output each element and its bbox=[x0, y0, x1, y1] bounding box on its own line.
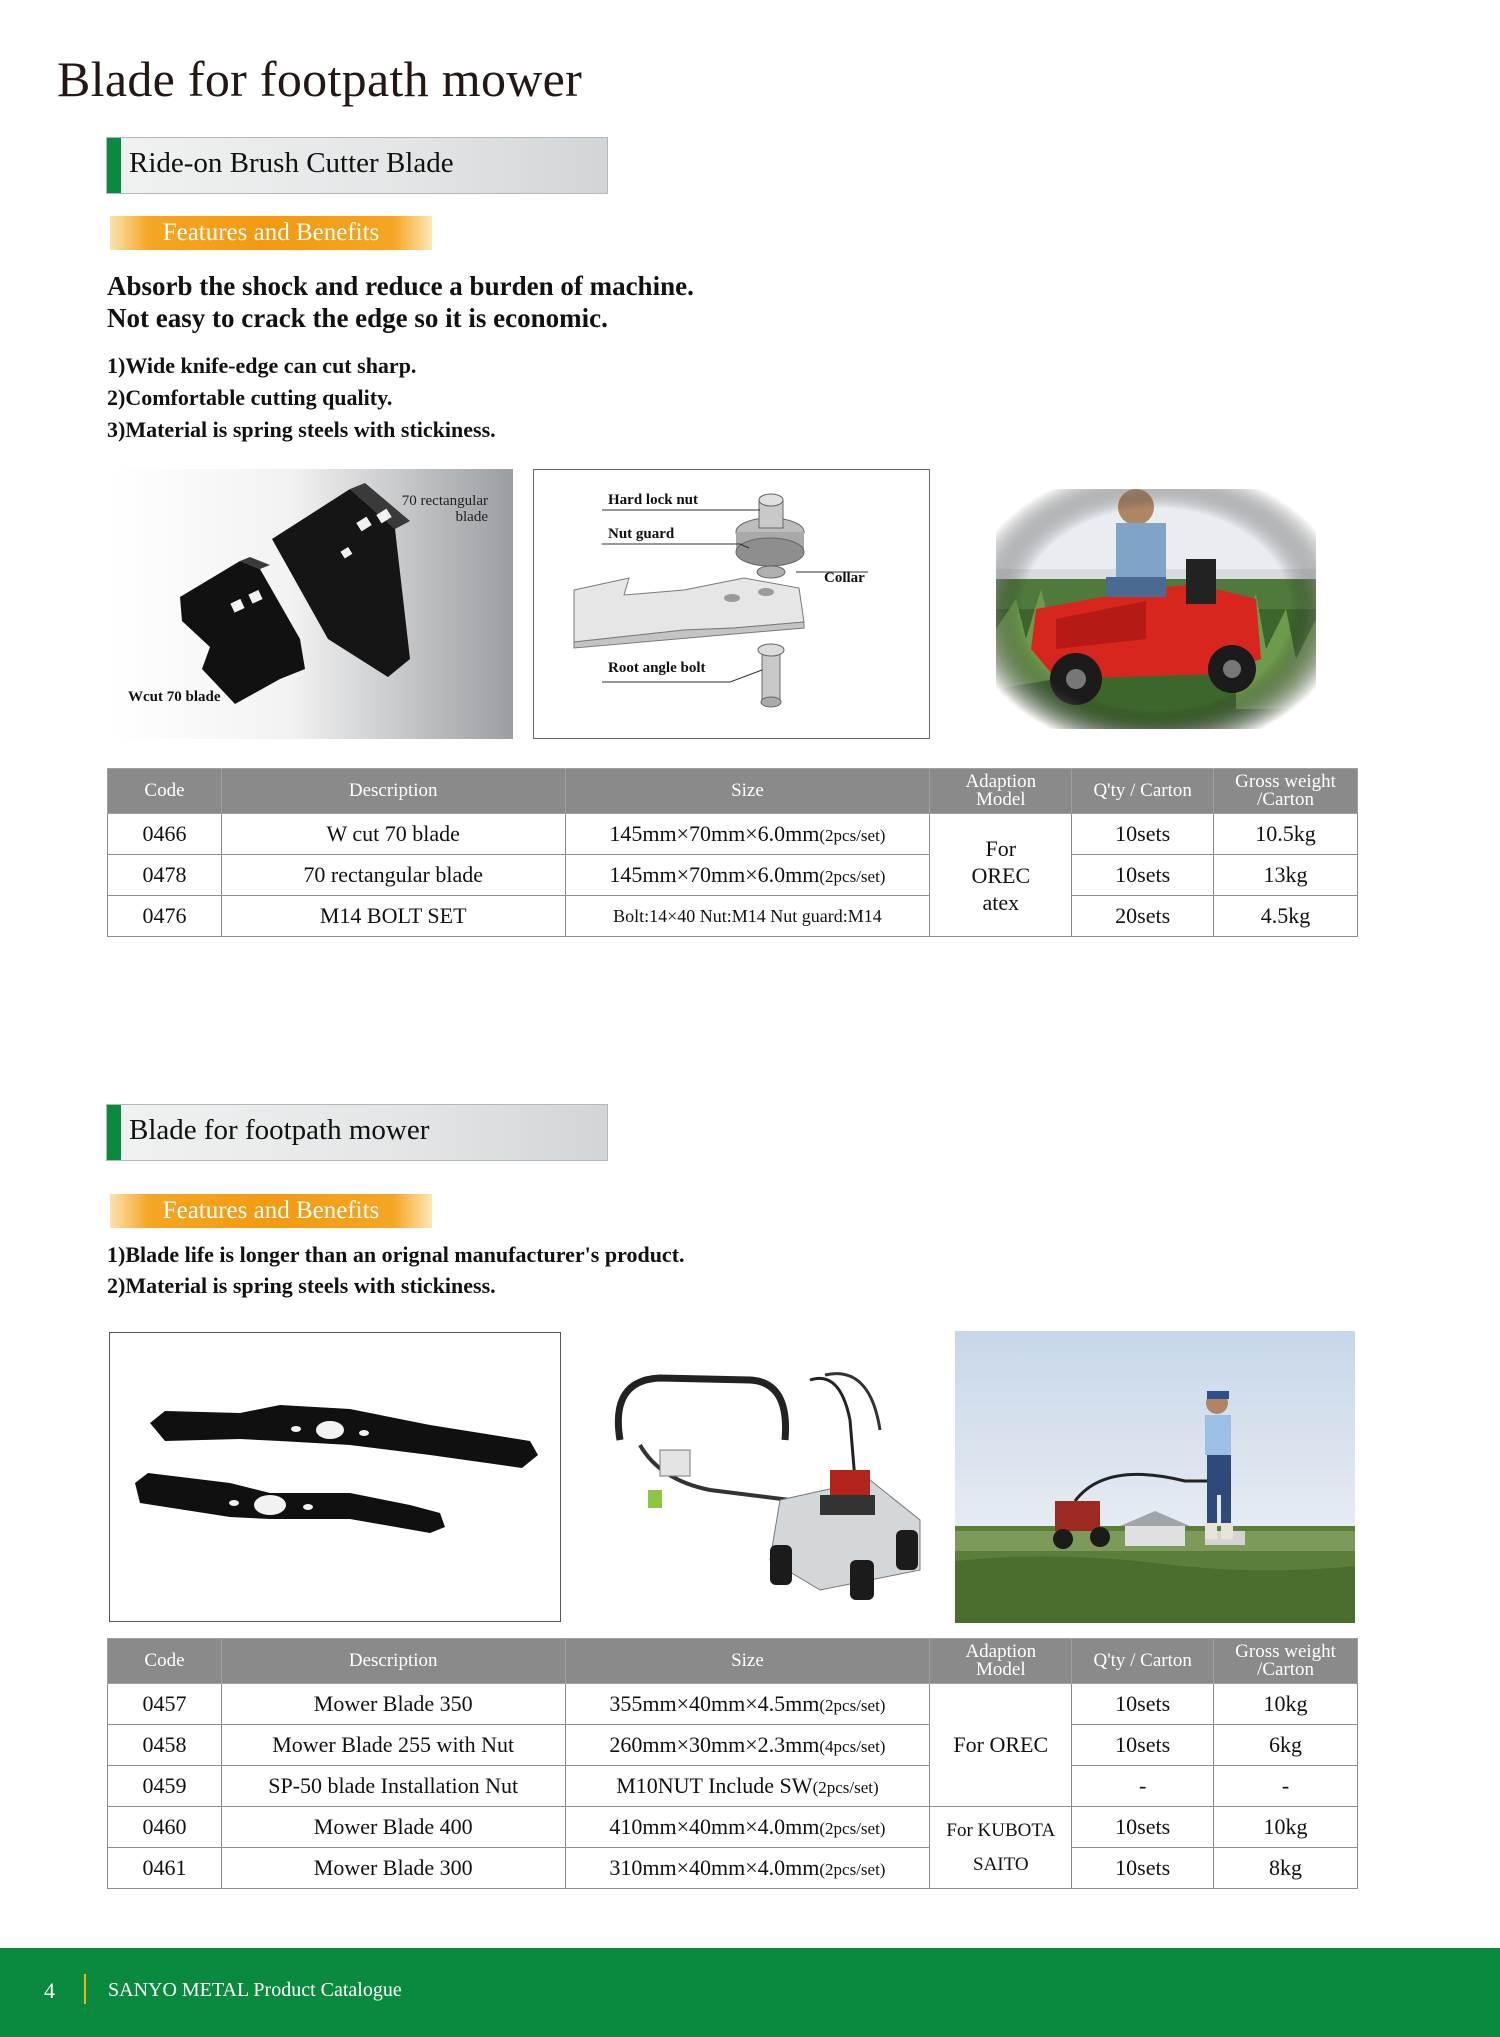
cell-weight: 10kg bbox=[1214, 1684, 1358, 1725]
label-hard-lock-nut: Hard lock nut bbox=[608, 492, 699, 508]
adaption-line: For KUBOTA bbox=[946, 1819, 1056, 1841]
field-operator-graphic bbox=[955, 1331, 1355, 1623]
feature-point: 1)Blade life is longer than an orignal manufacturer's product. bbox=[107, 1242, 685, 1267]
table-row bbox=[108, 896, 1358, 937]
features-badge-text: Features and Benefits bbox=[162, 1197, 380, 1224]
lead-line-2: Not easy to crack the edge so it is economic. bbox=[107, 303, 608, 333]
label-nut-guard: Nut guard bbox=[608, 526, 675, 542]
label-root-angle-bolt: Root angle bolt bbox=[608, 660, 706, 676]
mower-blades-graphic bbox=[110, 1333, 560, 1621]
spec-table-footpath bbox=[107, 1638, 1358, 1889]
cell-code: 0460 bbox=[108, 1807, 222, 1848]
cell-qty: 10sets bbox=[1072, 1684, 1214, 1725]
section-heading-text: Blade for footpath mower bbox=[129, 1114, 430, 1146]
cell-qty: 10sets bbox=[1072, 814, 1214, 855]
header-line: Model bbox=[975, 789, 1026, 810]
cell-weight: 10kg bbox=[1214, 1807, 1358, 1848]
feature-point: 2)Comfortable cutting quality. bbox=[107, 385, 393, 410]
mower-blades-photo bbox=[109, 1332, 561, 1622]
cell-code: 0478 bbox=[108, 855, 222, 896]
features-badge bbox=[110, 216, 432, 250]
section-heading-ride-on bbox=[106, 137, 608, 194]
cell-description: Mower Blade 255 with Nut bbox=[221, 1725, 565, 1766]
blades-photo bbox=[110, 469, 513, 739]
size-note: (4pcs/set) bbox=[819, 1737, 886, 1756]
col-description: Description bbox=[221, 1639, 565, 1684]
adaption-line: atex bbox=[982, 889, 1020, 915]
header-line: Gross weight bbox=[1235, 771, 1336, 792]
feature-point: 3)Material is spring steels with stickiness. bbox=[107, 417, 496, 442]
label-line: 70 rectangular bbox=[401, 493, 488, 509]
col-size: Size bbox=[565, 1639, 930, 1684]
cell-size: Bolt:14×40 Nut:M14 Nut guard:M14 bbox=[565, 896, 930, 937]
cell-qty: 10sets bbox=[1072, 1848, 1214, 1889]
size-value: 410mm×40mm×4.0mm bbox=[609, 1814, 820, 1839]
ride-on-mower-photo bbox=[996, 489, 1316, 729]
section-heading-footpath bbox=[106, 1104, 608, 1161]
features-badge bbox=[110, 1194, 432, 1228]
ride-on-mower-graphic bbox=[996, 489, 1316, 729]
table-row bbox=[108, 1766, 1358, 1807]
catalogue-title: SANYO METAL Product Catalogue bbox=[108, 1979, 402, 2001]
col-description: Description bbox=[221, 769, 565, 814]
table-header-row bbox=[108, 1639, 1358, 1684]
header-line: /Carton bbox=[1257, 1659, 1315, 1680]
field-operator-photo bbox=[955, 1331, 1355, 1623]
cell-code: 0466 bbox=[108, 814, 222, 855]
lead-line-1: Absorb the shock and reduce a burden of machine. bbox=[107, 271, 694, 301]
header-line: Adaption bbox=[965, 771, 1037, 792]
cell-size bbox=[565, 1684, 930, 1725]
cell-size bbox=[565, 1725, 930, 1766]
cell-qty: 20sets bbox=[1072, 896, 1214, 937]
cell-description: SP-50 blade Installation Nut bbox=[221, 1766, 565, 1807]
size-value: 310mm×40mm×4.0mm bbox=[609, 1855, 820, 1880]
cell-adaption: For OREC bbox=[930, 1684, 1072, 1807]
col-size: Size bbox=[565, 769, 930, 814]
cell-qty: 10sets bbox=[1072, 1725, 1214, 1766]
table-header-row bbox=[108, 769, 1358, 814]
header-line: /Carton bbox=[1257, 789, 1315, 810]
size-note: (2pcs/set) bbox=[819, 867, 886, 886]
cell-code: 0461 bbox=[108, 1848, 222, 1889]
cell-adaption bbox=[930, 1807, 1072, 1889]
table-row bbox=[108, 1725, 1358, 1766]
cell-size bbox=[565, 1807, 930, 1848]
col-code: Code bbox=[108, 1639, 222, 1684]
table-row bbox=[108, 1807, 1358, 1848]
header-line: Adaption bbox=[965, 1641, 1037, 1662]
cell-description: Mower Blade 400 bbox=[221, 1807, 565, 1848]
heading-accent-bar bbox=[107, 1105, 121, 1160]
assembly-diagram bbox=[533, 469, 930, 739]
cell-description: Mower Blade 350 bbox=[221, 1684, 565, 1725]
size-value: 145mm×70mm×6.0mm bbox=[609, 821, 820, 846]
table-row bbox=[108, 855, 1358, 896]
cell-qty: - bbox=[1072, 1766, 1214, 1807]
page-number: 4 bbox=[44, 1978, 55, 2003]
spec-table-ride-on bbox=[107, 768, 1358, 937]
features-badge-text: Features and Benefits bbox=[162, 219, 380, 246]
cell-adaption bbox=[930, 814, 1072, 937]
cell-qty: 10sets bbox=[1072, 855, 1214, 896]
table-row bbox=[108, 814, 1358, 855]
size-note: (2pcs/set) bbox=[819, 826, 886, 845]
cell-description: W cut 70 blade bbox=[221, 814, 565, 855]
size-value: 355mm×40mm×4.5mm bbox=[609, 1691, 820, 1716]
heading-accent-bar bbox=[107, 138, 121, 193]
size-value: M10NUT Include SW bbox=[616, 1773, 813, 1798]
cell-description: 70 rectangular blade bbox=[221, 855, 565, 896]
header-line: Gross weight bbox=[1235, 1641, 1336, 1662]
section-heading-text: Ride-on Brush Cutter Blade bbox=[129, 147, 454, 179]
size-note: (2pcs/set) bbox=[819, 1819, 886, 1838]
cell-code: 0476 bbox=[108, 896, 222, 937]
col-qty-carton: Q'ty / Carton bbox=[1072, 769, 1214, 814]
cell-description: M14 BOLT SET bbox=[221, 896, 565, 937]
cell-weight: 10.5kg bbox=[1214, 814, 1358, 855]
cell-weight: 6kg bbox=[1214, 1725, 1358, 1766]
size-note: (2pcs/set) bbox=[812, 1778, 879, 1797]
table-row bbox=[108, 1848, 1358, 1889]
label-wcut-70: Wcut 70 blade bbox=[128, 689, 221, 705]
cell-code: 0459 bbox=[108, 1766, 222, 1807]
cell-code: 0458 bbox=[108, 1725, 222, 1766]
label-collar: Collar bbox=[824, 570, 865, 586]
cell-weight: - bbox=[1214, 1766, 1358, 1807]
size-value: 145mm×70mm×6.0mm bbox=[609, 862, 820, 887]
cell-code: 0457 bbox=[108, 1684, 222, 1725]
cell-size bbox=[565, 1766, 930, 1807]
page-title: Blade for footpath mower bbox=[57, 51, 583, 107]
adaption-line: SAITO bbox=[973, 1853, 1029, 1875]
header-line: Model bbox=[976, 1659, 1026, 1680]
cell-size bbox=[565, 814, 930, 855]
cell-size bbox=[565, 855, 930, 896]
size-note: (2pcs/set) bbox=[819, 1696, 886, 1715]
feature-point: 1)Wide knife-edge can cut sharp. bbox=[107, 353, 417, 378]
feature-point: 2)Material is spring steels with stickiness. bbox=[107, 1273, 496, 1298]
col-code: Code bbox=[108, 769, 222, 814]
cell-weight: 4.5kg bbox=[1214, 896, 1358, 937]
cell-description: Mower Blade 300 bbox=[221, 1848, 565, 1889]
col-gross-weight bbox=[1214, 1639, 1358, 1684]
page-footer bbox=[0, 1948, 1500, 2037]
adaption-line: OREC bbox=[971, 862, 1031, 888]
label-line: blade bbox=[455, 509, 488, 525]
col-adaption-model bbox=[930, 769, 1072, 814]
size-note: (2pcs/set) bbox=[819, 1860, 886, 1879]
walk-behind-mower-graphic bbox=[600, 1360, 930, 1610]
cell-qty: 10sets bbox=[1072, 1807, 1214, 1848]
table-row bbox=[108, 1684, 1358, 1725]
adaption-line: For bbox=[985, 835, 1017, 861]
cell-weight: 8kg bbox=[1214, 1848, 1358, 1889]
col-adaption-model bbox=[930, 1639, 1072, 1684]
cell-weight: 13kg bbox=[1214, 855, 1358, 896]
footer-divider bbox=[84, 1974, 86, 2004]
col-qty-carton: Q'ty / Carton bbox=[1072, 1639, 1214, 1684]
lead-text bbox=[107, 270, 694, 334]
col-gross-weight bbox=[1214, 769, 1358, 814]
cell-size bbox=[565, 1848, 930, 1889]
walk-behind-mower-photo bbox=[600, 1360, 930, 1610]
label-70-rectangular bbox=[360, 493, 488, 525]
size-value: 260mm×30mm×2.3mm bbox=[609, 1732, 820, 1757]
assembly-diagram-graphic bbox=[534, 470, 929, 738]
